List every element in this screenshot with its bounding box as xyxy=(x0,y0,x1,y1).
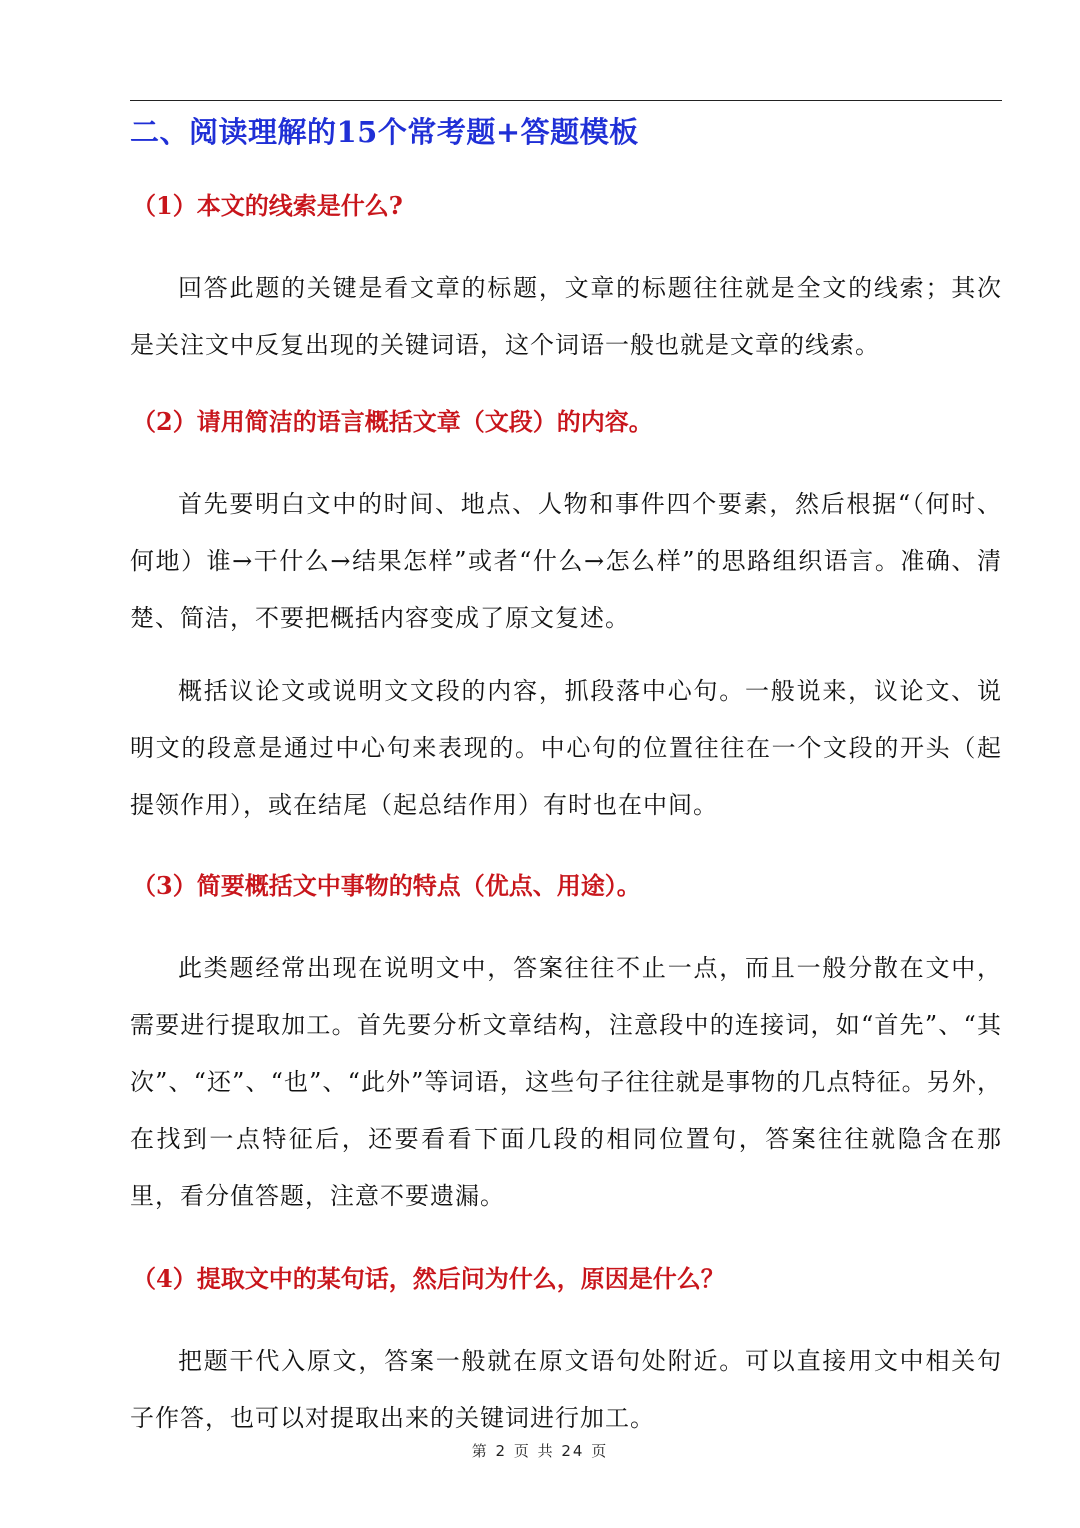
answer-paragraph: 把题干代入原文，答案一般就在原文语句处附近。可以直接用文中相关句子作答，也可以对提取出来的关键词进行加工。 xyxy=(130,1347,1002,1432)
question-heading-2: （2）请用简洁的语言概括文章（文段）的内容。 xyxy=(132,407,653,436)
question-heading-3: （3）简要概括文中事物的特点（优点、用途）。 xyxy=(132,871,641,900)
answer-paragraph: 概括议论文或说明文文段的内容，抓段落中心句。一般说来，议论文、说明文的段意是通过中心句来表现的。中心句的位置往往在一个文段的开头（起提领作用），或在结尾（起总结作用）有时也在中间。 xyxy=(130,677,1002,819)
document-content xyxy=(130,108,1002,1447)
question-heading-4: （4）提取文中的某句话，然后问为什么，原因是什么？ xyxy=(132,1264,725,1293)
answer-paragraph: 首先要明白文中的时间、地点、人物和事件四个要素，然后根据“（何时、何地）谁→干什么→结果怎样”或者“什么→怎么样”的思路组织语言。准确、清楚、简洁，不要把概括内容变成了原文复述。 xyxy=(130,490,1002,632)
answer-paragraph: 此类题经常出现在说明文中，答案往往不止一点，而且一般分散在文中，需要进行提取加工。首先要分析文章结构，注意段中的连接词，如“首先”、“其次”、“还”、“也”、“此外”等词语，这些句子往往就是事物的几点特征。另外，在找到一点特征后，还要看看下面几段的相同位置句，答案往往就隐含在那里，看分值答题，注意不要遗漏。 xyxy=(130,954,1002,1210)
header-rule xyxy=(130,100,1002,101)
page-footer: 第 2 页 共 24 页 xyxy=(471,1442,609,1460)
answer-paragraph: 回答此题的关键是看文章的标题，文章的标题往往就是全文的线索；其次是关注文中反复出现的关键词语，这个词语一般也就是文章的线索。 xyxy=(130,274,1002,359)
section-title: 二、阅读理解的15个常考题+答题模板 xyxy=(130,115,639,149)
question-heading-1: （1）本文的线索是什么? xyxy=(132,191,403,220)
